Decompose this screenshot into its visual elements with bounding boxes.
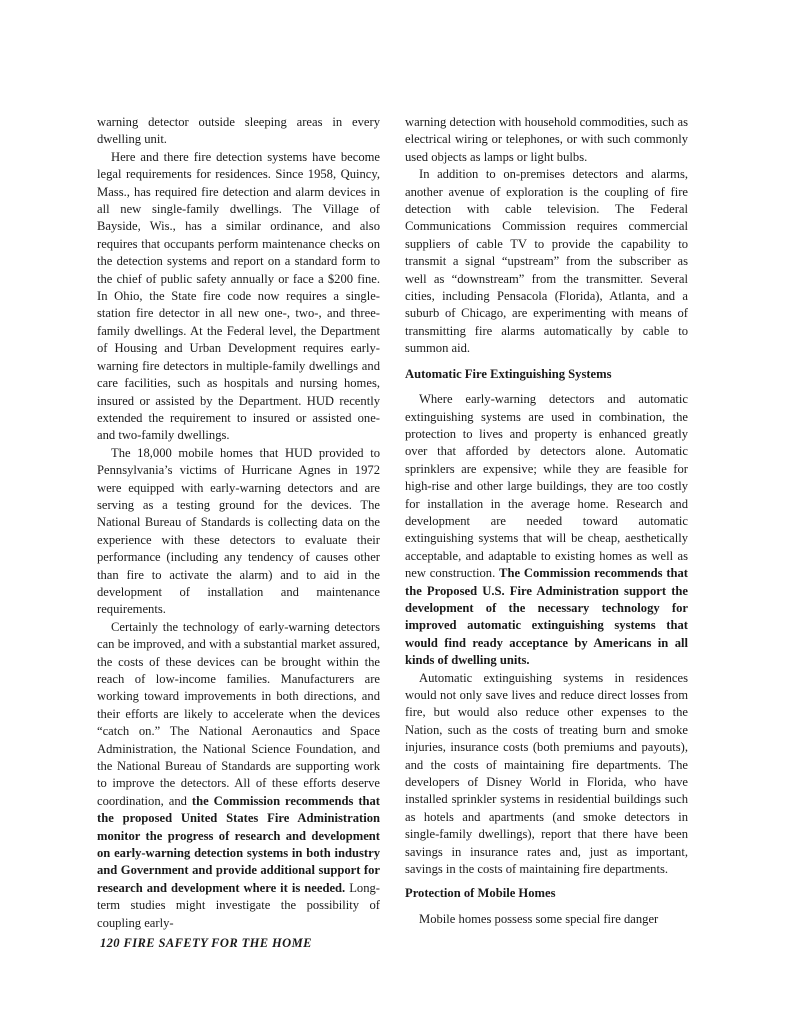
right-column [405,114,688,928]
paragraph-text: Where early-warning detectors and automatic extinguishing systems are used in combination, the protection to lives and property is enhanced greatly over that afforded by detectors alone. Automatic sprinklers are expensive; while they are feasible for high-rise and other large buildings, they are too costly for installation in the average home. Research and development are needed toward automatic extinguishing systems that will be cheap, aesthetically acceptable, and adaptable to existing homes as well as new construction. [405,392,688,581]
section-heading: Automatic Fire Extinguishing Systems [405,366,612,381]
paragraph: Here and there fire detection systems have become legal requirements for residences. Since 1958, Quincy, Mass., has required fire detection and alarm devices in all new single-family dwellings. The Village of Bayside, Wis., has a similar ordinance, and also requires that occupants perform maintenance checks on the detection systems and report on a standard form to the chief of public safety annually or face a $200 fine. In Ohio, the State fire code now requires a single-station fire detector in all new one-, two-, and three-family dwellings. At the Federal level, the Department of Housing and Urban Development requires early-warning fire detectors in multiple-family dwellings and care facilities, such as hospitals and nursing homes, insured or assisted by the Department. HUD recently extended the requirement to insured or assisted one- and two-family dwellings. [97,149,380,443]
section-heading: Protection of Mobile Homes [405,886,556,901]
paragraph: The 18,000 mobile homes that HUD provided to Pennsylvania’s victims of Hurricane Agnes in 1972 were equipped with early-warning detectors and are serving as a testing ground for the devices. The National Bureau of Standards is collecting data on the experience with these detectors to evaluate their performance (including any tendency of causes other than fire to activate the alarm) and to aid in the development of installation and maintenance requirements. [97,445,380,617]
paragraph: warning detection with household commodities, such as electrical wiring or telephones, or with such commonly used objects as lamps or light bulbs. [405,115,688,164]
page-footer: 120 FIRE SAFETY FOR THE HOME [100,936,312,950]
paragraph: In addition to on-premises detectors and alarms, another avenue of exploration is the coupling of fire detection with cable television. The Federal Communications Commission requires commercial suppliers of cable TV to provide the capability to transmit a signal “upstream” from the subscriber as well as “downstream” from the transmitter. Several cities, including Pensacola (Florida), Atlanta, and a suburb of Chicago, are experimenting with means of transmitting fire alarms automatically by cable to summon aid. [405,167,688,356]
paragraph: warning detector outside sleeping areas in every dwelling unit. [97,115,380,147]
paragraph-text: Long-term studies might investigate the possibility of coupling early- [97,880,380,930]
paragraph: Automatic extinguishing systems in residences would not only save lives and reduce direct losses from fire, but would also reduce other expenses to the Nation, such as the costs of treating burn and smoke injuries, insurance costs (both premiums and payouts), and the costs of maintaining fire departments. The developers of Disney World in Florida, who have installed sprinkler systems in residential buildings such as hotels and apartments (and smoke detectors in single-family dwellings), report that there have been savings in insurance rates and, just as important, savings in the costs of maintaining fire departments. [405,670,688,877]
recommendation-text: The Commission recommends that the Proposed U.S. Fire Administration support the development of the necessary technology for improved automatic extinguishing systems that would find ready acceptance by Americans in all kinds of dwelling units. [405,566,689,668]
left-column [97,114,380,932]
paragraph: Mobile homes possess some special fire danger [419,911,659,926]
paragraph [405,391,688,670]
paragraph-text: Certainly the technology of early-warning detectors can be improved, and with a substantial market assured, the costs of these devices can be brought within the reach of low-income families. Manufacturers are working toward improvements in both directions, and their efforts are likely to accelerate when the devices “catch on.” The National Aeronautics and Space Administration, the National Science Foundation, and the National Bureau of Standards are supporting work to improve the detectors. All of these efforts deserve coordination, and [97,619,380,808]
recommendation-text: the Commission recommends that the proposed United States Fire Administration monitor the progress of research and development on early-warning detection systems in both industry and Government and provide additional support for research and development where it is needed. [97,793,381,895]
paragraph [97,619,380,932]
